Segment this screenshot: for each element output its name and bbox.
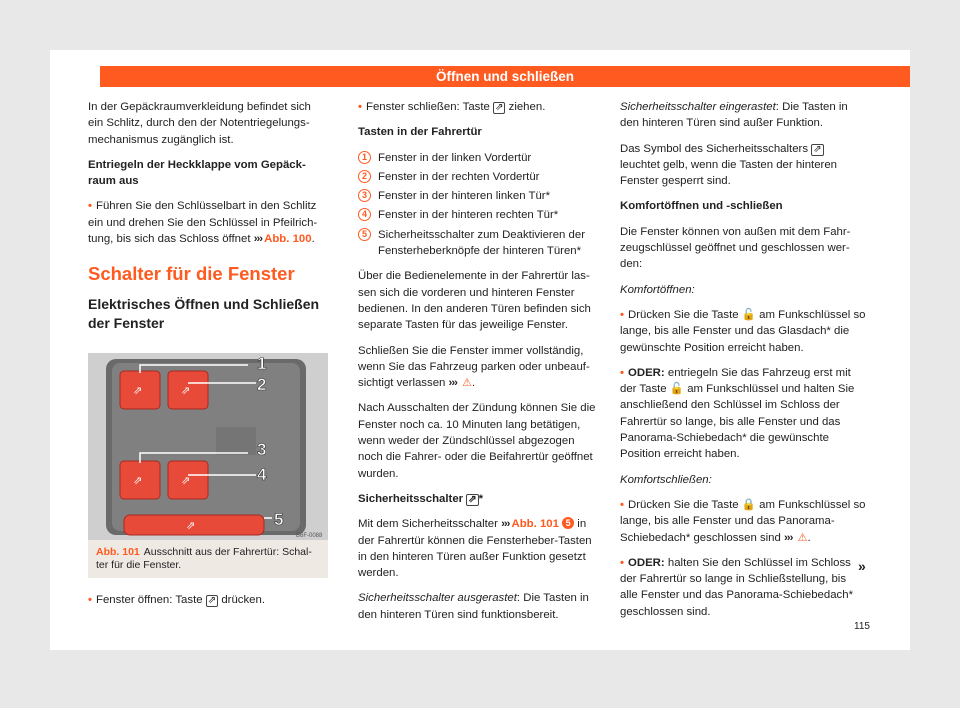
page-header: Öffnen und schließen — [100, 66, 910, 87]
door-panel-illustration — [88, 353, 328, 540]
section-title: Schalter für die Fenster — [88, 263, 295, 285]
bullet-item: • ODER: entriegeln Sie das Fahrzeug erst mit der Taste 🔓 am Funkschlüssel und halten Sie anschließend den Schlüssel im Schloss der Fahrertür so lange, bis alle Fenster und das Panorama-Schiebedach* die gewünschte Position erreicht haben. — [620, 366, 855, 461]
safety-switch-icon: ⇗ — [468, 493, 477, 505]
window-switch-icon: ⇗ — [495, 102, 504, 113]
svg-text:⇗: ⇗ — [186, 519, 196, 533]
paragraph: Schließen Sie die Fenster immer vollständig, wenn Sie das Fahrzeug parken oder unbeaufsichtigt verlassen ››› ⚠. — [358, 344, 590, 390]
subheading: Tasten in der Fahrertür — [358, 126, 482, 139]
callout-2: 2 — [257, 375, 267, 395]
callout-1: 1 — [257, 354, 267, 374]
list-item: 4 Fenster in der hinteren rechten Tür* — [358, 207, 602, 223]
bullet-icon: • — [358, 101, 362, 113]
svg-text:⇗: ⇗ — [181, 384, 191, 398]
svg-text:⇗: ⇗ — [133, 384, 143, 398]
bullet-icon: • — [620, 308, 624, 321]
paragraph: Nach Ausschalten der Zündung können Sie die Fenster noch ca. 10 Minuten lang betätigen, wenn weder der Zündschlüssel abgezogen noch die Fahrer- oder die Beifahrertür geöffnet wurden. — [358, 402, 596, 480]
safety-switch-icon: ⇗ — [813, 143, 822, 155]
reference-arrow-icon: ››› — [253, 233, 263, 246]
list-item: 1 Fenster in der linken Vordertür — [358, 150, 602, 166]
bullet-item: • Drücken Sie die Taste 🔒 am Funkschlüssel so lange, bis alle Fenster und das Panorama-Schiebedach* geschlossen sind ››› ⚠. — [620, 498, 866, 544]
page — [50, 50, 910, 650]
svg-text:⇗: ⇗ — [133, 474, 143, 488]
list-item: 3 Fenster in der hinteren linken Tür* — [358, 188, 602, 204]
list-item: 2 Fenster in der rechten Vordertür — [358, 169, 602, 185]
callout-4: 4 — [257, 465, 267, 485]
paragraph: Mit dem Sicherheitsschalter ››› Abb. 101 5 in der Fahrertür können die Fensterheber-Tasten in den hinteren Türen außer Funktion gesetzt werden. — [358, 518, 592, 580]
column-1 — [88, 99, 328, 618]
page-number: 115 — [854, 621, 870, 632]
warning-icon: ⚠ — [797, 531, 808, 544]
subheading: Sicherheitsschalter ⇗ * — [358, 492, 484, 505]
callout-number: 5 — [562, 517, 574, 529]
lock-icon: 🔒 — [741, 498, 756, 511]
subheading: Entriegeln der Heckklappe vom Gepäckraum aus — [88, 158, 306, 188]
figure-caption: Abb. 101 Ausschnitt aus der Fahrertür: Schalter für die Fenster. — [88, 540, 328, 578]
subheading-italic: Komfortschließen: — [620, 473, 712, 486]
subheading-italic: Komfortöffnen: — [620, 283, 695, 296]
button-list — [358, 150, 602, 260]
bullet-item: • ODER: halten Sie den Schlüssel im Schloss der Fahrertür so lange in Schließstellung, bis alle Fenster und das Panorama-Schiebedach* geschlossen sind. — [620, 556, 854, 618]
paragraph: Das Symbol des Sicherheitsschalters ⇗ leuchtet gelb, wenn die Tasten der hinteren Fenster gesperrt sind. — [620, 142, 837, 188]
figure-link[interactable]: Abb. 101 — [511, 518, 559, 531]
svg-text:⇗: ⇗ — [181, 474, 191, 488]
figure-code: B6F-0088 — [296, 533, 323, 540]
bullet-icon: • — [88, 200, 92, 213]
reference-arrow-icon: ››› — [501, 518, 510, 531]
unlock-icon: 🔓 — [741, 308, 756, 321]
warning-icon: ⚠ — [462, 377, 472, 390]
bullet-icon: • — [620, 556, 624, 569]
bullet-item: • Drücken Sie die Taste 🔓 am Funkschlüssel so lange, bis alle Fenster und das Glasdach* die gewünschte Position erreicht haben. — [620, 308, 866, 354]
window-switch-icon: ⇗ — [207, 595, 217, 607]
window-switch-figure — [88, 353, 328, 540]
column-2 — [358, 99, 602, 632]
callout-5: 5 — [274, 510, 284, 530]
continue-mark: » — [858, 558, 866, 574]
figure-link[interactable]: Abb. 100 — [264, 233, 312, 246]
bullet-item: • Fenster schließen: Taste ⇗ ziehen. — [358, 101, 546, 113]
paragraph: Über die Bedienelemente in der Fahrertür lassen sich die vorderen und hinteren Fenster bedienen. In den anderen Türen befinden sich separate Tasten für das jeweilige Fenster. — [358, 270, 591, 332]
reference-arrow-icon: ››› — [784, 531, 793, 544]
subheading: Komfortöffnen und -schließen — [620, 200, 783, 213]
subsection-title: Elektrisches Öffnen und Schließen der Fenster — [88, 296, 320, 332]
paragraph: Die Fenster können von außen mit dem Fahrzeugschlüssel geöffnet und geschlossen werden: — [620, 225, 851, 271]
unlock-icon: 🔓 — [669, 383, 685, 396]
list-item: 5 Sicherheitsschalter zum Deaktivieren der Fensterheberknöpfe der hinteren Türen* — [358, 227, 602, 260]
bullet-icon: • — [620, 366, 624, 379]
bullet-item: • Führen Sie den Schlüsselbart in den Schlitz ein und drehen Sie den Schlüssel in Pfeilrichtung, bis sich das Schloss öffnet ››› Abb. 100. — [88, 200, 318, 246]
bullet-item: • Fenster öffnen: Taste ⇗ drücken. — [88, 594, 266, 607]
reference-arrow-icon: ››› — [448, 377, 457, 390]
paragraph: Sicherheitsschalter ausgerastet: Die Tasten in den hinteren Türen sind funktionsbereit. — [358, 592, 589, 621]
paragraph: Sicherheitsschalter eingerastet: Die Tasten in den hinteren Türen sind außer Funktion. — [620, 101, 848, 130]
callout-3: 3 — [257, 440, 267, 460]
column-3 — [620, 99, 866, 629]
bullet-icon: • — [620, 498, 624, 511]
bullet-icon: • — [88, 594, 92, 607]
paragraph: In der Gepäckraumverkleidung befindet sich ein Schlitz, durch den der Notentriegelungsmechanismus zugänglich ist. — [88, 101, 311, 146]
